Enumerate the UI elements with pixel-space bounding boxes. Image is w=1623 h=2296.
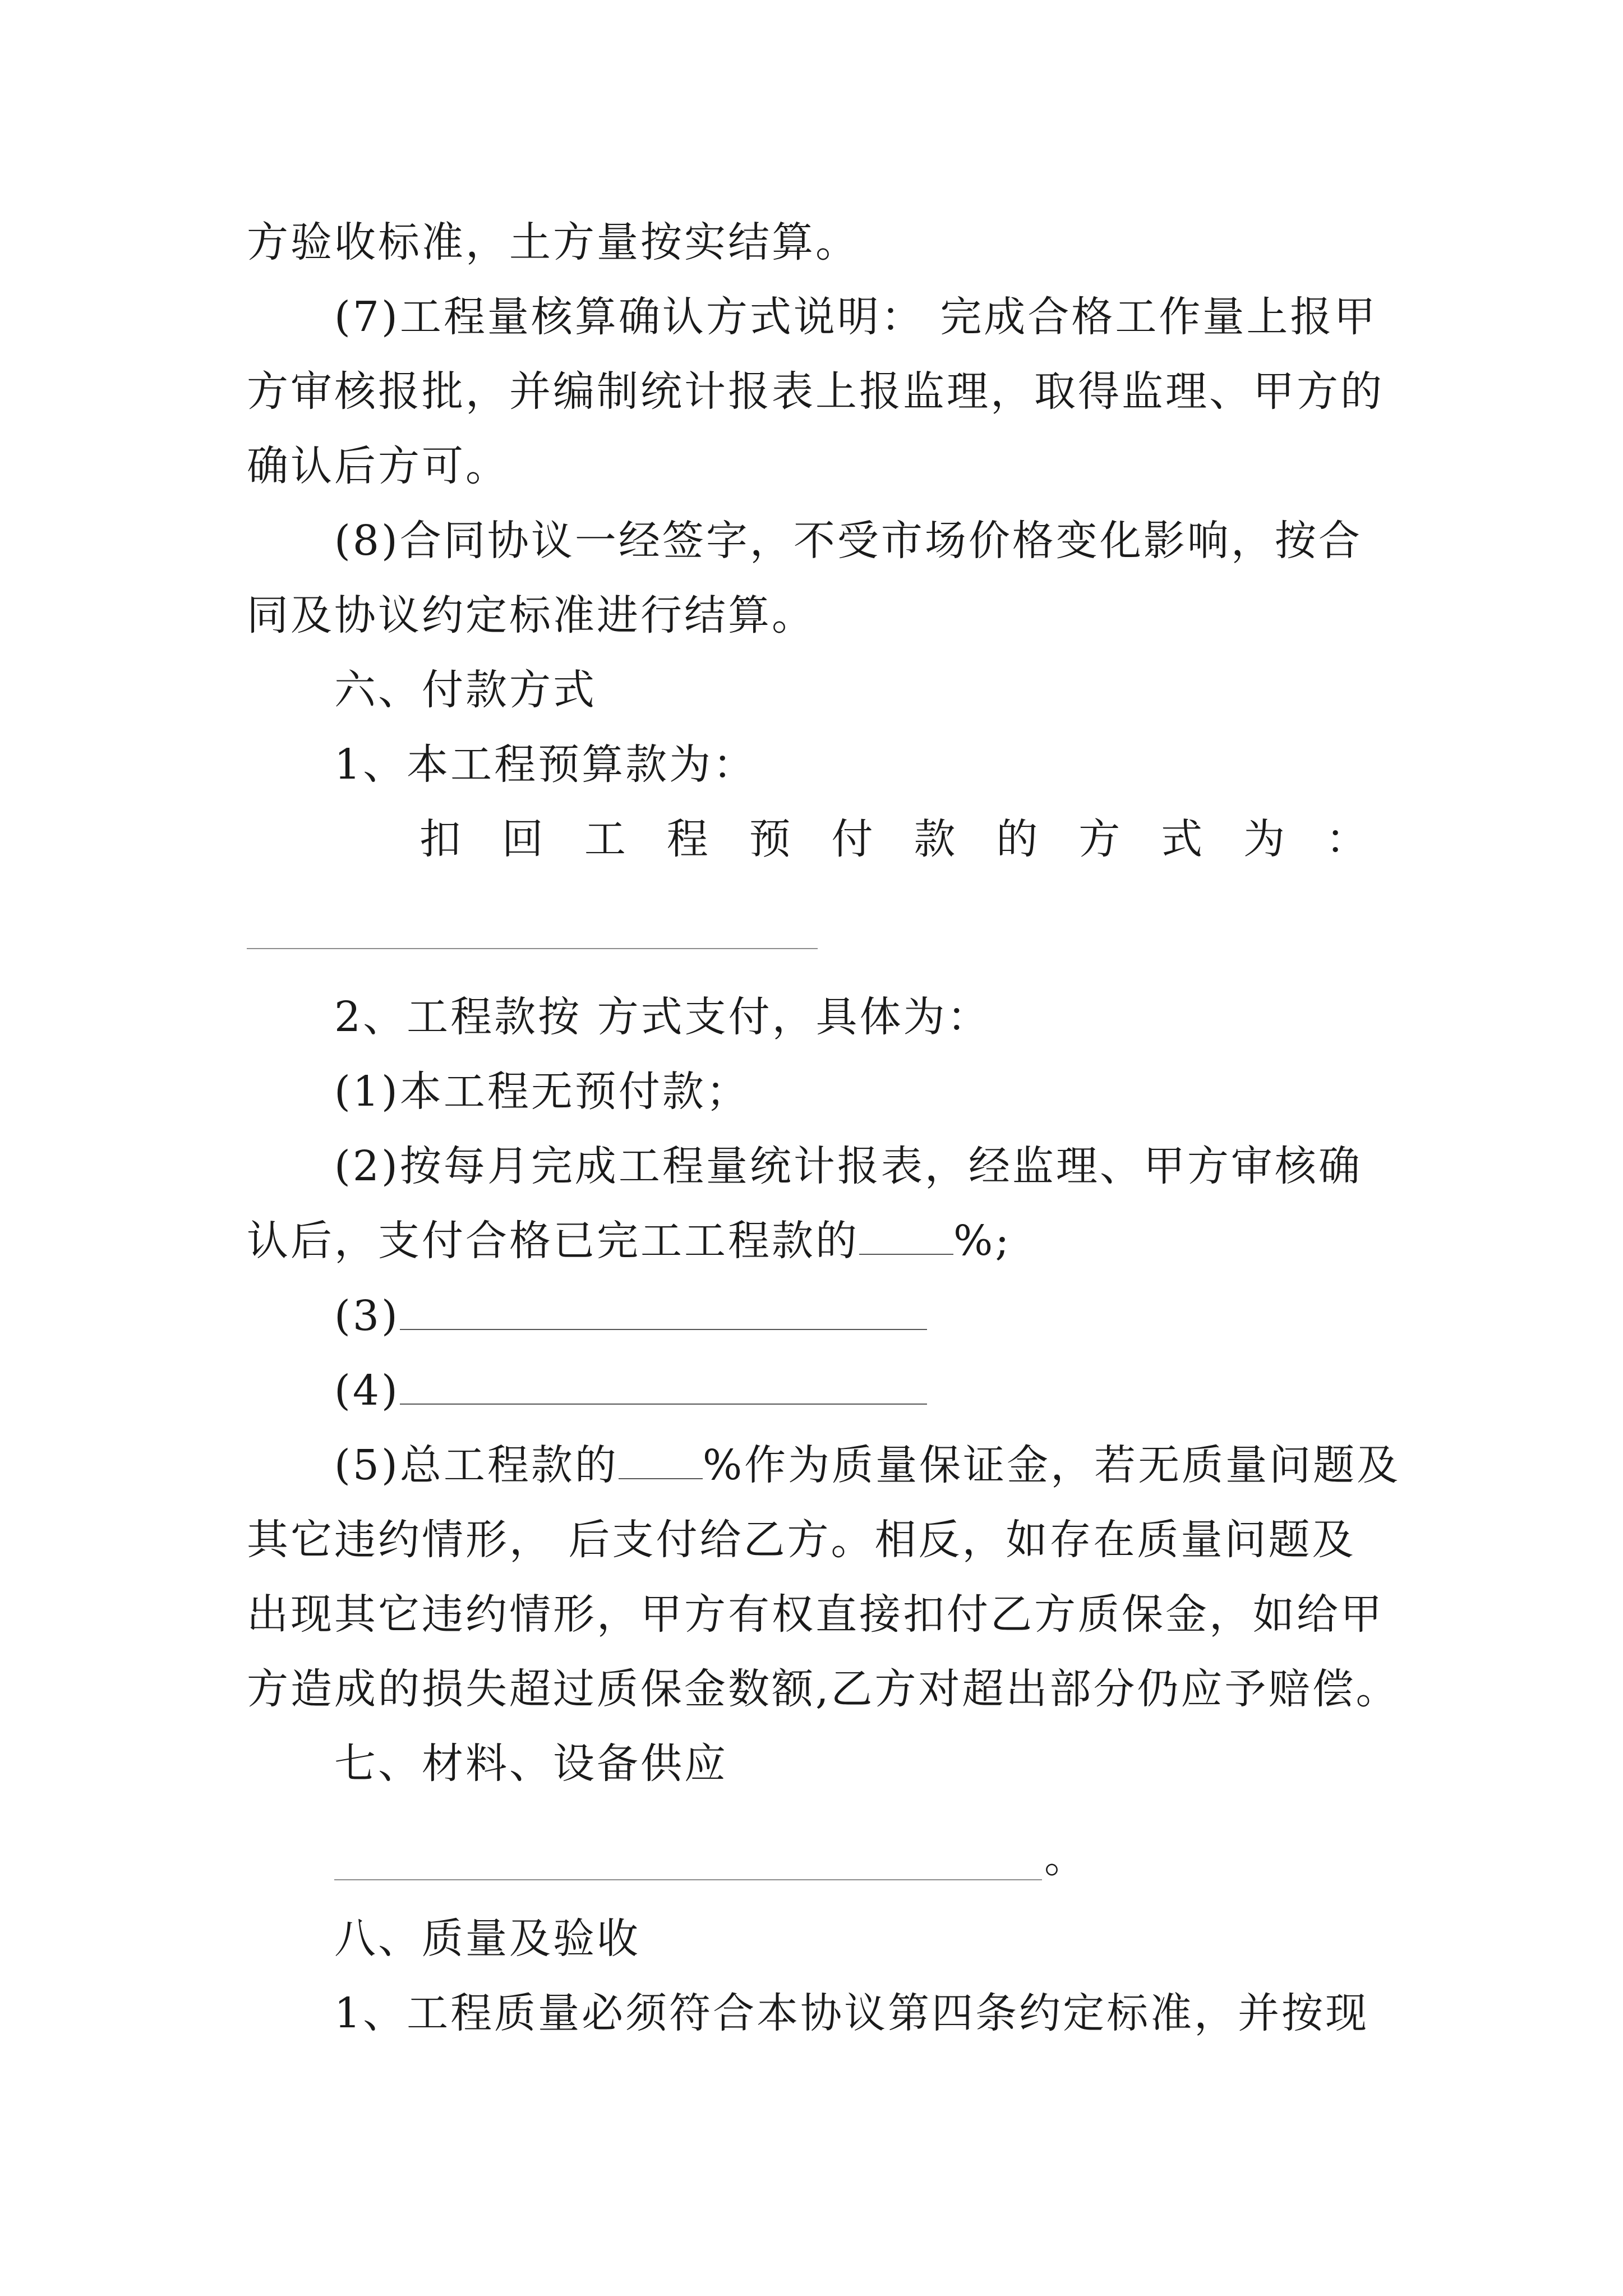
fill-in-blank-line	[247, 948, 818, 949]
line-text: %;	[953, 1217, 1012, 1265]
spread-char: 方	[1078, 815, 1121, 863]
section-heading-payment: 六、付款方式	[334, 666, 597, 714]
paragraph-line: 确认后方可。	[247, 442, 509, 490]
paragraph-line: (2)按每月完成工程量统计报表，经监理、甲方审核确	[334, 1142, 1362, 1190]
paragraph-line: (1)本工程无预付款；	[334, 1068, 750, 1116]
spread-char: 式	[1161, 815, 1203, 863]
fill-in-blank	[400, 1296, 927, 1330]
fill-in-blank	[619, 1446, 703, 1479]
paragraph-line: (8)合同协议一经签字，不受市场价格变化影响，按合	[334, 517, 1362, 565]
spread-char: 工	[584, 815, 626, 863]
line-text: 认后，支付合格已完工工程款的	[247, 1217, 859, 1265]
spread-char: 为	[1243, 815, 1285, 863]
fill-in-blank	[859, 1221, 953, 1255]
paragraph-line	[334, 1363, 927, 1419]
paragraph-line: 其它违约情形， 后支付给乙方。相反，如存在质量问题及	[247, 1516, 1356, 1564]
spread-char: 程	[666, 815, 708, 863]
spread-char: 的	[996, 815, 1038, 863]
line-text: %作为质量保证金，若无质量问题及	[702, 1441, 1401, 1489]
paragraph-line: 方审核报批，并编制统计报表上报监理，取得监理、甲方的	[247, 367, 1384, 416]
spread-char: 付	[831, 815, 873, 863]
paragraph-line	[247, 1213, 1011, 1269]
spread-char: ：	[1325, 815, 1367, 863]
paragraph-line: 2、工程款按 方式支付，具体为：	[334, 993, 991, 1041]
section-heading-materials: 七、材料、设备供应	[334, 1740, 728, 1788]
paragraph-line: 。	[1044, 1834, 1088, 1882]
item-number: (3)	[334, 1292, 400, 1340]
fill-in-blank	[400, 1371, 927, 1405]
paragraph-line	[334, 1288, 927, 1344]
paragraph-line: 出现其它违约情形，甲方有权直接扣付乙方质保金，如给甲	[247, 1590, 1384, 1639]
spread-text-line	[419, 811, 1367, 867]
spread-char: 预	[749, 815, 791, 863]
spread-char: 回	[501, 815, 543, 863]
item-number: (4)	[334, 1366, 400, 1415]
paragraph-line: (7)工程量核算确认方式说明： 完成合格工作量上报甲	[334, 293, 1378, 341]
paragraph-line: 1、本工程预算款为：	[334, 740, 757, 789]
paragraph-line: 方验收标准，土方量按实结算。	[247, 218, 859, 266]
spread-char: 款	[914, 815, 956, 863]
paragraph-line	[334, 1437, 1400, 1493]
paragraph-line: 1、工程质量必须符合本协议第四条约定标准，并按现	[334, 1989, 1370, 2037]
spread-char: 扣	[419, 815, 461, 863]
fill-in-blank-line	[334, 1879, 1042, 1880]
paragraph-line: 方造成的损失超过质保金数额,乙方对超出部分仍应予赔偿。	[247, 1665, 1400, 1713]
paragraph-line: 同及协议约定标准进行结算。	[247, 591, 815, 639]
section-heading-quality: 八、质量及验收	[334, 1915, 640, 1963]
line-text: (5)总工程款的	[334, 1441, 619, 1489]
